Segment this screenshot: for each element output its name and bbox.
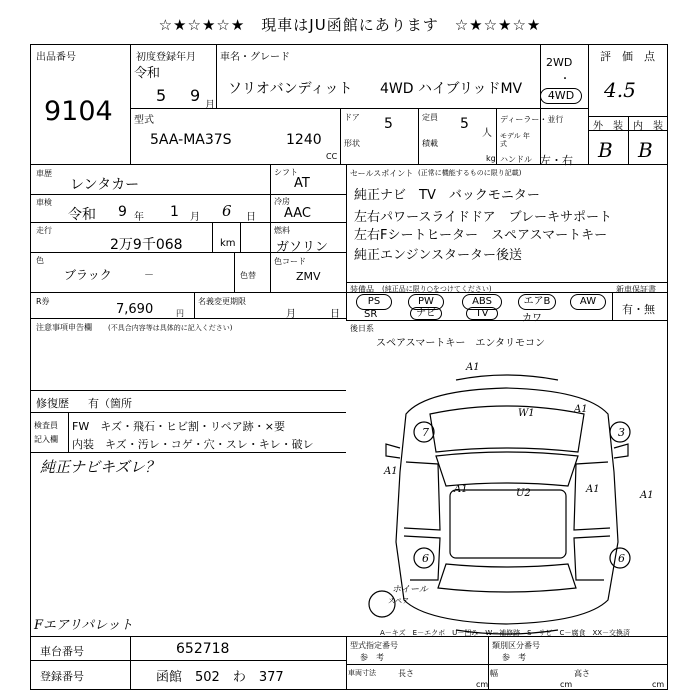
fuel-label: 燃料 <box>274 226 290 235</box>
page-title: ☆★☆★☆★ 現車はJU函館にあります ☆★☆★☆★ <box>158 16 542 34</box>
inspection-day-unit: 日 <box>246 212 256 223</box>
ext-label: 外 装 <box>593 121 623 132</box>
load-unit: kg <box>486 154 496 163</box>
first-reg-era: 令和 <box>134 66 161 81</box>
doors-value: 5 <box>384 116 393 132</box>
sales-note: (正常に機能するものに限り記載) <box>418 169 522 177</box>
equipment-note: (純正品に限り○をつけてください) <box>382 285 492 293</box>
shift-value: AT <box>294 176 310 191</box>
first-reg-month: 9 <box>190 86 201 105</box>
model-year-label: モデル 年式 <box>500 132 530 148</box>
length-label: 長さ <box>398 669 414 678</box>
drive-2wd: 2WD <box>546 56 573 69</box>
ac-label: 冷房 <box>274 197 290 206</box>
model-label: 車名・グレード <box>220 52 290 63</box>
cc-unit: CC <box>326 152 338 161</box>
diagram-mark-side: A1 <box>574 404 588 415</box>
recycle-month: 月 <box>286 309 296 320</box>
sales-line-3: 左右Fシートヒーター スペアスマートキー <box>354 228 608 243</box>
equip-abs: ABS <box>462 294 502 310</box>
inspection-month-unit: 月 <box>190 212 200 223</box>
handle-value: 左・右 <box>540 154 573 167</box>
color-label: 色 <box>36 256 44 265</box>
equipment-label: 装備品 <box>350 285 374 294</box>
katashiki-label: 型式 <box>134 115 154 126</box>
plate-label: 登録番号 <box>40 670 84 683</box>
capacity-label: 定員 <box>422 113 438 122</box>
spare-label: スペア <box>388 597 409 605</box>
form-number-label: 型式指定番号 <box>350 641 398 650</box>
diagram-mark-front-r: A1 <box>586 484 600 495</box>
score-label: 評 価 点 <box>600 50 655 63</box>
load-label: 積載 <box>422 139 438 148</box>
equip-pw: PW <box>408 294 444 310</box>
handle-label: ハンドル <box>500 155 532 164</box>
diagram-mark-w: W1 <box>518 408 535 419</box>
price-value: 7,690 <box>116 302 154 317</box>
doors-label: ドア <box>344 113 360 122</box>
sales-label: セールスポイント <box>350 169 414 178</box>
inspection-era: 令和 <box>68 207 96 223</box>
color-code-label: 色替 <box>240 271 256 280</box>
notes-label: 注意事項申告欄 <box>36 323 92 332</box>
int-value: B <box>638 138 653 162</box>
dealer-label: ディーラー・並行 <box>500 115 564 124</box>
frame-value: 652718 <box>176 641 230 657</box>
katashiki-value: 5AA-MA37S <box>150 132 232 148</box>
length-unit: cm <box>476 680 489 689</box>
class-number-label: 類別区分番号 <box>492 641 540 650</box>
equip-aw: AW <box>570 294 606 310</box>
shape-label: 形状 <box>344 139 360 148</box>
sales-line-2: 左右パワースライドドア ブレーキサポート <box>354 210 613 225</box>
inspection-label: 車検 <box>36 198 52 207</box>
equip-tv: TV <box>466 307 498 320</box>
diagram-mark-right: A1 <box>640 490 654 501</box>
frame-label: 車台番号 <box>40 645 84 658</box>
score-value: 4.5 <box>604 78 636 102</box>
repair-label: 修復歴 <box>36 397 69 410</box>
shift-label: シフト <box>274 168 298 177</box>
handwritten-note1: 純正ナビキズレ？ <box>40 458 160 476</box>
height-unit: cm <box>652 680 665 689</box>
equip-navi: ナビ <box>410 307 442 320</box>
diagram-mark-left: A1 <box>384 466 398 477</box>
repair-value: 有（箇所 <box>88 397 132 410</box>
inspection-year: 9 <box>118 204 127 220</box>
inspector-label1: 検査員 <box>34 421 58 430</box>
color-code-header: 色コード <box>274 257 306 266</box>
fuel-value: ガソリン <box>276 240 329 255</box>
history-value: レンタカー <box>70 177 140 193</box>
first-reg-month-unit: 月 <box>205 100 215 111</box>
first-reg-year: 5 <box>156 86 167 105</box>
inspector-row2: 内装 キズ・汚レ・コゲ・穴・スレ・キレ・破レ <box>72 438 314 451</box>
class-number-ref: 参 考 <box>502 653 526 662</box>
recycle-day: 日 <box>330 309 340 320</box>
width-unit: cm <box>560 680 573 689</box>
mileage-value: 2万9千068 <box>110 237 183 253</box>
diagram-top-mark: A1 <box>466 362 480 373</box>
price-label: R券 <box>36 297 50 306</box>
inspection-year-unit: 年 <box>134 212 144 223</box>
recycle-label: 名義変更期限 <box>198 297 246 306</box>
warranty-label: 新車保証書 <box>616 285 656 294</box>
sales-line-4: 純正エンジンスターター後送 <box>354 248 522 263</box>
diagram-tire7: 7 <box>422 426 429 439</box>
mileage-unit: km <box>220 238 236 249</box>
color-code-value: ZMV <box>296 270 321 283</box>
notes-note: (不具合内容等は具体的に記入ください) <box>108 324 233 332</box>
lot-label: 出品番号 <box>36 52 76 63</box>
model-name: ソリオバンディット <box>228 81 353 97</box>
warranty-value: 有・無 <box>622 303 655 316</box>
form-number-ref: 参 考 <box>360 653 384 662</box>
drive-dot: ・ <box>560 74 570 85</box>
spare-hand: ホイール <box>392 585 428 595</box>
price-unit: 円 <box>176 309 184 318</box>
mileage-label: 走行 <box>36 226 52 235</box>
ext-value: B <box>598 138 613 162</box>
ac-value: AAC <box>284 206 311 221</box>
model-grade: 4WD ハイブリッドMV <box>380 81 523 97</box>
width-label: 幅 <box>490 669 498 678</box>
inspection-month: 1 <box>170 204 179 220</box>
damage-legend: A－キズ E－エクボ U－凹み W－補修跡 S－サビ C－腐食 XX－交換済 <box>380 629 631 637</box>
first-reg-label: 初度登録年月 <box>136 52 196 63</box>
capacity-unit: 人 <box>482 128 492 139</box>
diagram-tire3: 3 <box>618 426 625 439</box>
int-label: 内 装 <box>633 121 663 132</box>
equip-airbag: エアB <box>518 294 556 310</box>
drive-4wd: 4WD <box>540 88 582 104</box>
height-label: 高さ <box>574 669 590 678</box>
handwritten-note2: Fエアリパレット <box>34 618 133 633</box>
color-dash: － <box>144 270 154 281</box>
inspection-day: 6 <box>222 202 232 220</box>
color-value: ブラック <box>64 268 112 282</box>
lot-number: 9104 <box>44 96 113 127</box>
afterwards-label: 後日系 <box>350 324 374 333</box>
inspector-row1: FW キズ・飛石・ヒビ割・リペア跡・×要 <box>72 420 285 433</box>
equip-kawa: カワ <box>522 313 542 324</box>
plate-value: 函館 502 わ 377 <box>156 670 284 685</box>
diagram-tire6a: 6 <box>422 552 429 565</box>
inspector-label2: 記入欄 <box>34 435 58 444</box>
diagram-tire6b: 6 <box>618 552 625 565</box>
capacity-value: 5 <box>460 116 469 132</box>
diagram-mark-center: U2 <box>516 488 531 499</box>
diagram-mark-front-l: A1 <box>454 484 468 495</box>
history-label: 車歴 <box>36 169 52 178</box>
afterwards-value: スペアスマートキー エンタリモコン <box>376 338 545 349</box>
equip-ps: PS <box>356 294 392 310</box>
equip-sr: SR <box>364 309 378 320</box>
car-size-label: 車両寸法 <box>348 669 376 677</box>
sales-line-1: 純正ナビ TV バックモニター <box>354 188 540 203</box>
cc-value: 1240 <box>286 132 322 148</box>
